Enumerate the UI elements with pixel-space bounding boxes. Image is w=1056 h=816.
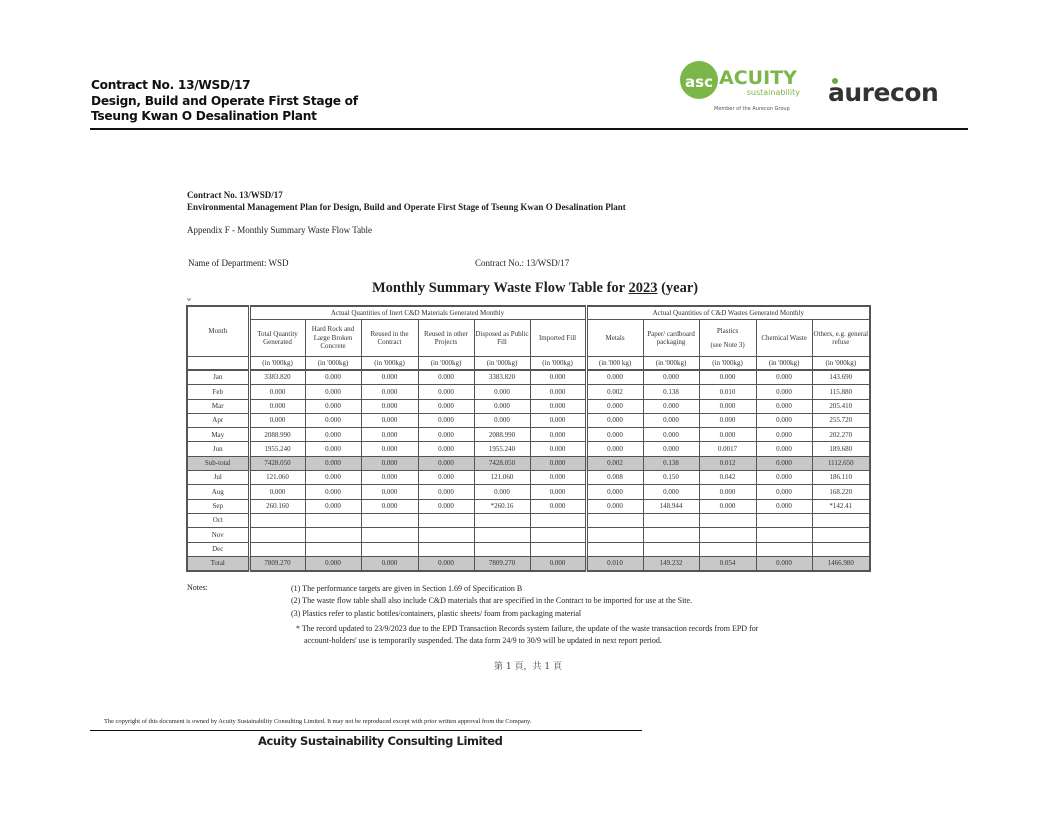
- value-cell: 255.720: [812, 413, 870, 427]
- value-cell: 7809.270: [249, 556, 305, 571]
- value-cell: 0.000: [305, 413, 361, 427]
- table-row: [187, 513, 870, 527]
- unit-cell: (in '000kg): [474, 357, 530, 371]
- value-cell: 0.000: [418, 370, 474, 385]
- column-header-label: Hard Rock and Large Broken Concrete: [311, 325, 355, 351]
- cd-group-header: Actual Quantities of C&D Wastes Generated Monthly: [586, 306, 870, 320]
- value-cell: [474, 513, 530, 527]
- note-item: (1) The performance targets are given in Section 1.69 of Specification B: [291, 584, 523, 593]
- column-header: [530, 320, 586, 357]
- value-cell: 0.000: [530, 456, 586, 470]
- value-cell: 0.000: [756, 399, 812, 413]
- value-cell: 0.000: [418, 385, 474, 399]
- value-cell: 0.000: [756, 471, 812, 485]
- plan-line: Environmental Management Plan for Design, Build and Operate First Stage of Tseung Kwan O Desalination Plant: [187, 202, 626, 212]
- value-cell: [530, 528, 586, 542]
- value-cell: [699, 542, 756, 556]
- column-header-label: Total Quantity Generated: [257, 329, 298, 346]
- column-header-label: Paper/ cardboard packaging: [647, 329, 695, 346]
- value-cell: 0.000: [586, 428, 643, 442]
- header-title-line: Design, Build and Operate First Stage of: [91, 93, 358, 108]
- contract-line: Contract No. 13/WSD/17: [187, 190, 283, 200]
- value-cell: 1112.650: [812, 456, 870, 470]
- table-row: [187, 499, 870, 513]
- value-cell: 0.000: [756, 442, 812, 456]
- value-cell: 0.000: [699, 399, 756, 413]
- value-cell: [586, 542, 643, 556]
- table-row: [187, 428, 870, 442]
- value-cell: 0.000: [643, 442, 699, 456]
- unit-cell: (in '000 kg): [586, 357, 643, 371]
- column-header-label: Disposed as Public Fill: [475, 329, 529, 346]
- value-cell: 0.000: [643, 428, 699, 442]
- month-cell: Nov: [187, 528, 249, 542]
- value-cell: 0.000: [305, 428, 361, 442]
- value-cell: [249, 513, 305, 527]
- value-cell: 202.270: [812, 428, 870, 442]
- unit-cell: (in '000kg): [305, 357, 361, 371]
- value-cell: [643, 528, 699, 542]
- column-header: [474, 320, 530, 357]
- value-cell: 1466.980: [812, 556, 870, 571]
- value-cell: 0.000: [305, 556, 361, 571]
- value-cell: 0.000: [530, 428, 586, 442]
- value-cell: 0.000: [474, 385, 530, 399]
- value-cell: 0.0017: [699, 442, 756, 456]
- value-cell: [305, 513, 361, 527]
- value-cell: 0.000: [756, 385, 812, 399]
- table-title-year: 2023: [628, 280, 658, 296]
- value-cell: [249, 528, 305, 542]
- value-cell: 1955.240: [249, 442, 305, 456]
- value-cell: 0.138: [643, 385, 699, 399]
- table-row: [187, 471, 870, 485]
- value-cell: 149.232: [643, 556, 699, 571]
- note-item: (3) Plastics refer to plastic bottles/containers, plastic sheets/ foam from packaging material: [291, 608, 582, 618]
- value-cell: [812, 528, 870, 542]
- column-header: [361, 320, 418, 357]
- department-name: Name of Department: WSD: [188, 258, 289, 268]
- value-cell: 0.000: [530, 485, 586, 499]
- value-cell: 0.000: [361, 485, 418, 499]
- column-header-label: Reused in the Contract: [370, 329, 409, 346]
- month-cell: Sep: [187, 499, 249, 513]
- value-cell: 0.000: [361, 385, 418, 399]
- value-cell: 0.000: [699, 428, 756, 442]
- acuity-logo-mark: asc: [685, 73, 713, 91]
- table-row: [187, 399, 870, 413]
- value-cell: *260.16: [474, 499, 530, 513]
- value-cell: 0.000: [699, 413, 756, 427]
- value-cell: [699, 513, 756, 527]
- value-cell: 0.000: [418, 428, 474, 442]
- value-cell: 0.000: [756, 413, 812, 427]
- value-cell: 0.000: [586, 485, 643, 499]
- table-row: [187, 556, 870, 571]
- unit-cell: (in '000kg): [249, 357, 305, 371]
- unit-cell: (in '000kg): [361, 357, 418, 371]
- w-mark: w: [187, 297, 192, 303]
- value-cell: 0.000: [305, 456, 361, 470]
- column-header-label: Metals: [605, 333, 625, 342]
- value-cell: 0.000: [474, 485, 530, 499]
- value-cell: 0.000: [418, 456, 474, 470]
- value-cell: 0.000: [474, 399, 530, 413]
- value-cell: 0.000: [249, 399, 305, 413]
- acuity-logo-tagline: Member of the Aurecon Group: [714, 106, 790, 112]
- value-cell: 0.000: [305, 471, 361, 485]
- table-row: [187, 542, 870, 556]
- table-title-suffix: (year): [657, 280, 699, 296]
- value-cell: 0.000: [756, 499, 812, 513]
- value-cell: 0.000: [474, 413, 530, 427]
- month-header: Month: [187, 306, 249, 357]
- table-row: [187, 485, 870, 499]
- column-header-label: Imported Fill: [538, 333, 577, 342]
- value-cell: 0.000: [249, 413, 305, 427]
- value-cell: 0.150: [643, 471, 699, 485]
- value-cell: 0.000: [756, 556, 812, 571]
- aurecon-logo: aurecon: [828, 78, 939, 107]
- value-cell: [756, 542, 812, 556]
- value-cell: 0.000: [756, 456, 812, 470]
- value-cell: [756, 513, 812, 527]
- value-cell: [586, 513, 643, 527]
- asterisk-note: [296, 623, 816, 646]
- value-cell: 115.880: [812, 385, 870, 399]
- header-title-line: Contract No. 13/WSD/17: [91, 78, 251, 92]
- month-cell: Aug: [187, 485, 249, 499]
- document-heading: [187, 189, 626, 213]
- waste-flow-table: [186, 305, 871, 572]
- value-cell: 0.000: [530, 399, 586, 413]
- value-cell: 0.000: [643, 485, 699, 499]
- value-cell: 0.010: [699, 385, 756, 399]
- value-cell: 0.000: [305, 385, 361, 399]
- value-cell: [812, 513, 870, 527]
- table-row: [187, 385, 870, 399]
- value-cell: [643, 513, 699, 527]
- value-cell: 0.000: [418, 471, 474, 485]
- column-header: [418, 320, 474, 357]
- table-row: [187, 370, 870, 385]
- value-cell: [418, 542, 474, 556]
- month-cell: Oct: [187, 513, 249, 527]
- column-header: [586, 320, 643, 357]
- value-cell: 143.690: [812, 370, 870, 385]
- table-title: [372, 280, 698, 297]
- table-column-header-row: [187, 320, 870, 357]
- value-cell: 0.000: [418, 556, 474, 571]
- value-cell: 0.000: [643, 370, 699, 385]
- value-cell: 2088.990: [474, 428, 530, 442]
- value-cell: 0.000: [756, 370, 812, 385]
- value-cell: 0.000: [305, 370, 361, 385]
- appendix-label: Appendix F - Monthly Summary Waste Flow Table: [187, 225, 373, 235]
- page-indicator: 第 1 頁，共 1 頁: [494, 662, 562, 672]
- value-cell: 205.410: [812, 399, 870, 413]
- value-cell: 0.000: [418, 499, 474, 513]
- value-cell: 0.000: [530, 370, 586, 385]
- value-cell: [361, 528, 418, 542]
- unit-cell: (in '000kg): [756, 357, 812, 371]
- unit-cell: (in '000kg): [418, 357, 474, 371]
- value-cell: 7809.270: [474, 556, 530, 571]
- value-cell: [474, 542, 530, 556]
- table-row: [187, 528, 870, 542]
- value-cell: 0.000: [361, 442, 418, 456]
- value-cell: [305, 528, 361, 542]
- month-cell: Mar: [187, 399, 249, 413]
- value-cell: 0.000: [361, 456, 418, 470]
- asterisk-note-line: * The record updated to 23/9/2023 due to the EPD Transaction Records system failure, the update of the waste transaction records from EPD for: [296, 624, 759, 633]
- value-cell: 0.000: [699, 485, 756, 499]
- value-cell: 0.008: [586, 471, 643, 485]
- month-cell: Total: [187, 556, 249, 571]
- value-cell: [361, 542, 418, 556]
- value-cell: 0.138: [643, 456, 699, 470]
- copyright-notice: The copyright of this document is owned by Acuity Sustainability Consulting Limited. It may not be reproduced except with prior written approval from the Company.: [104, 718, 532, 725]
- month-cell: Jul: [187, 471, 249, 485]
- value-cell: [530, 513, 586, 527]
- value-cell: 0.000: [756, 485, 812, 499]
- value-cell: 0.000: [586, 413, 643, 427]
- table-row: [187, 442, 870, 456]
- column-header-label: Reused in other Projects: [424, 329, 468, 346]
- value-cell: [812, 542, 870, 556]
- document-header-title: [91, 78, 358, 125]
- month-cell: May: [187, 428, 249, 442]
- value-cell: 0.000: [305, 399, 361, 413]
- value-cell: 189.680: [812, 442, 870, 456]
- value-cell: 121.060: [249, 471, 305, 485]
- notes-list: [291, 583, 692, 620]
- column-header-label: Plastics: [716, 326, 739, 335]
- column-header: [305, 320, 361, 357]
- value-cell: 0.000: [418, 442, 474, 456]
- header-divider: [90, 128, 968, 130]
- unit-cell: (in '000kg): [530, 357, 586, 371]
- month-cell: Jun: [187, 442, 249, 456]
- table-row: [187, 413, 870, 427]
- column-header-label: Others, e.g. general refuse: [813, 329, 869, 346]
- value-cell: 168.220: [812, 485, 870, 499]
- value-cell: 0.000: [361, 399, 418, 413]
- value-cell: 260.160: [249, 499, 305, 513]
- acuity-logo-sub: sustainability: [746, 88, 800, 97]
- contract-number: Contract No.: 13/WSD/17: [475, 258, 570, 268]
- header-title-line: Tseung Kwan O Desalination Plant: [91, 109, 317, 123]
- note-item: (2) The waste flow table shall also include C&D materials that are specified in the Contract to be imported for use at the Site.: [291, 596, 693, 606]
- month-cell: Sub-total: [187, 456, 249, 470]
- value-cell: 7428.050: [474, 456, 530, 470]
- unit-cell: (in '000kg): [812, 357, 870, 371]
- value-cell: 0.000: [530, 499, 586, 513]
- value-cell: 0.000: [643, 399, 699, 413]
- column-header: [812, 320, 870, 357]
- value-cell: 0.000: [418, 399, 474, 413]
- value-cell: [418, 513, 474, 527]
- value-cell: 0.000: [586, 499, 643, 513]
- value-cell: 0.002: [586, 385, 643, 399]
- column-header: [643, 320, 699, 357]
- value-cell: 0.000: [249, 385, 305, 399]
- value-cell: 0.000: [530, 471, 586, 485]
- value-cell: 0.000: [530, 413, 586, 427]
- value-cell: 0.000: [305, 442, 361, 456]
- unit-cell: (in '000kg): [643, 357, 699, 371]
- inert-group-header: Actual Quantities of Inert C&D Materials Generated Monthly: [249, 306, 586, 320]
- month-cell: Jan: [187, 370, 249, 385]
- value-cell: 121.060: [474, 471, 530, 485]
- value-cell: 0.000: [418, 413, 474, 427]
- value-cell: [756, 528, 812, 542]
- value-cell: 0.000: [361, 499, 418, 513]
- footer-company: Acuity Sustainability Consulting Limited: [258, 734, 503, 748]
- value-cell: [249, 542, 305, 556]
- value-cell: 0.000: [361, 556, 418, 571]
- value-cell: [474, 528, 530, 542]
- unit-cell: (in '000kg): [699, 357, 756, 371]
- value-cell: 1955.240: [474, 442, 530, 456]
- value-cell: 0.000: [305, 485, 361, 499]
- table-group-header-row: [187, 306, 870, 320]
- column-header: [249, 320, 305, 357]
- unit-cell-month: [187, 357, 249, 371]
- value-cell: 0.000: [586, 399, 643, 413]
- value-cell: [586, 528, 643, 542]
- asterisk-note-line: account-holders' use is temporarily suspended. The data form 24/9 to 30/9 will be updated in next report period.: [304, 635, 662, 645]
- value-cell: 7428.050: [249, 456, 305, 470]
- value-cell: 0.000: [586, 442, 643, 456]
- table-title-prefix: Monthly Summary Waste Flow Table for: [372, 280, 629, 296]
- column-header: [756, 320, 812, 357]
- value-cell: 0.000: [361, 370, 418, 385]
- value-cell: 0.042: [699, 471, 756, 485]
- value-cell: 0.002: [586, 456, 643, 470]
- value-cell: 0.000: [530, 385, 586, 399]
- table-unit-row: [187, 357, 870, 371]
- notes-label: Notes:: [187, 583, 208, 592]
- value-cell: 0.000: [756, 428, 812, 442]
- value-cell: 0.000: [249, 485, 305, 499]
- value-cell: 0.000: [586, 370, 643, 385]
- value-cell: 0.000: [305, 499, 361, 513]
- column-header-label: Chemical Waste: [761, 333, 807, 342]
- table-row: [187, 456, 870, 470]
- value-cell: 148.944: [643, 499, 699, 513]
- month-cell: Apr: [187, 413, 249, 427]
- acuity-logo: [679, 60, 804, 116]
- value-cell: 3383.820: [249, 370, 305, 385]
- column-header: [699, 320, 756, 357]
- value-cell: 2088.990: [249, 428, 305, 442]
- value-cell: *142.41: [812, 499, 870, 513]
- value-cell: 0.000: [361, 413, 418, 427]
- footer-divider: [90, 730, 642, 731]
- column-header-note: (see Note 3): [710, 341, 745, 349]
- value-cell: 0.000: [361, 428, 418, 442]
- value-cell: 0.000: [699, 499, 756, 513]
- acuity-logo-brand: ACUITY: [719, 67, 797, 89]
- value-cell: 0.054: [699, 556, 756, 571]
- value-cell: 0.000: [643, 413, 699, 427]
- value-cell: [643, 542, 699, 556]
- value-cell: 0.000: [361, 471, 418, 485]
- value-cell: 0.000: [530, 442, 586, 456]
- value-cell: [530, 542, 586, 556]
- value-cell: [361, 513, 418, 527]
- value-cell: 186.110: [812, 471, 870, 485]
- value-cell: 0.000: [418, 485, 474, 499]
- value-cell: 0.000: [530, 556, 586, 571]
- value-cell: [305, 542, 361, 556]
- value-cell: 3383.820: [474, 370, 530, 385]
- month-cell: Dec: [187, 542, 249, 556]
- value-cell: [418, 528, 474, 542]
- value-cell: 0.000: [699, 370, 756, 385]
- value-cell: 0.012: [699, 456, 756, 470]
- value-cell: 0.010: [586, 556, 643, 571]
- month-cell: Feb: [187, 385, 249, 399]
- value-cell: [699, 528, 756, 542]
